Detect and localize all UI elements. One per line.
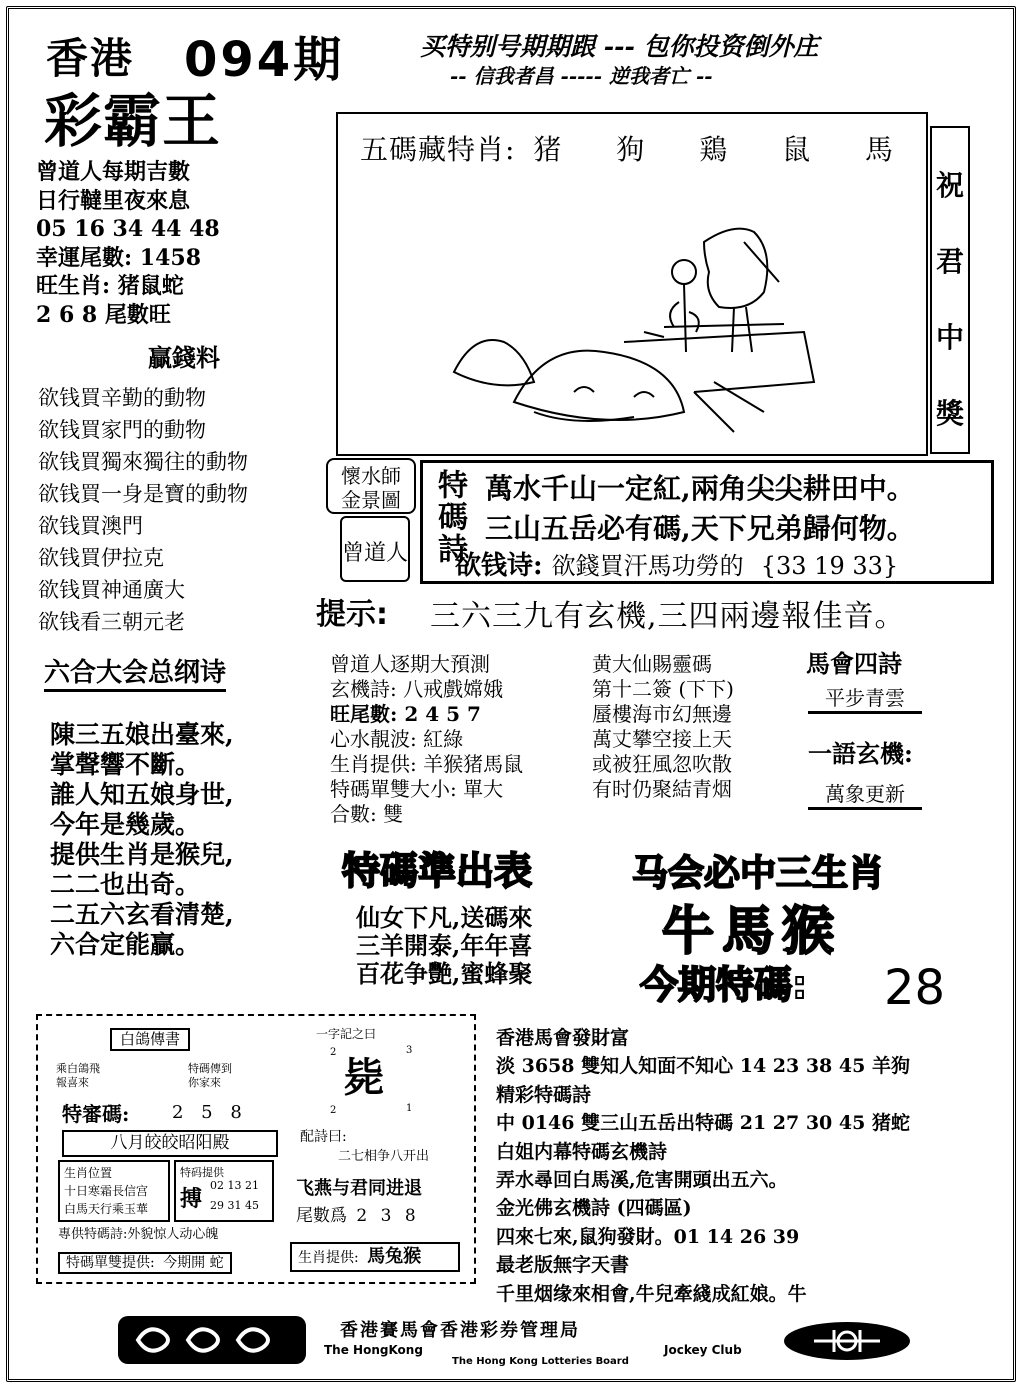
fortune-line: 弄水尋回白馬溪,危害開頭出五六。: [496, 1169, 788, 1192]
oracle-line: 蜃樓海市幻無邊: [592, 702, 732, 726]
match-label: 配詩曰:: [300, 1129, 347, 1145]
crane-illustration: [434, 202, 834, 442]
info-line: 旺生肖: 猪鼠蛇: [36, 273, 184, 300]
prediction-line: 心水靚波: 紅綠: [330, 727, 464, 751]
animal-label: 狗: [616, 133, 646, 166]
corner-number: 1: [406, 1103, 413, 1114]
illustration-box: [336, 112, 928, 456]
zodiac-pick-label: 生肖提供:: [298, 1250, 359, 1266]
five-code-label: 五碼藏特肖:: [360, 133, 516, 166]
list-item: [38, 542, 248, 574]
item-prefix: 欲钱: [38, 386, 80, 410]
table-line: 百花争艷,蜜蜂聚: [356, 959, 533, 988]
list-item: [38, 606, 248, 638]
poem-line: 提供生肖是猴兒,: [50, 840, 234, 869]
brand-label: 香港: [46, 34, 135, 83]
list-item: [38, 574, 248, 606]
special-pick-char: 搏: [180, 1186, 203, 1212]
tail-numbers: 2 3 8: [356, 1206, 420, 1226]
horse-poem-text: 平步青雲: [808, 688, 922, 714]
fortune-line: 香港馬會發財富: [496, 1027, 630, 1049]
list-item: [38, 510, 248, 542]
odd-even-text: 今期開 蛇: [163, 1255, 224, 1271]
palace-line: 八月皎皎昭阳殿: [62, 1130, 278, 1157]
sure-win-title: 马会必中三生肖: [632, 853, 885, 894]
prediction-line: 旺尾數: 2 4 5 7: [330, 702, 481, 726]
info-line: 曾道人每期吉數: [36, 159, 191, 185]
info-line: 05 16 34 44 48: [36, 216, 220, 243]
poem-label: 專供特碼詩:: [58, 1227, 128, 1242]
poem-line: 今年是幾歲。: [50, 810, 201, 839]
note-line: 乘白鴿飛: [56, 1062, 100, 1075]
item-text: 買辛勤的動物: [80, 386, 206, 410]
item-text: 買一身是寶的動物: [80, 482, 248, 506]
poem-line: 二五六玄看清楚,: [50, 900, 234, 929]
fortune-line: 淡 3658 雙知人知面不知心 14 23 38 45 羊狗: [496, 1055, 910, 1078]
current-special-number: 28: [884, 960, 946, 1016]
prediction-panel: [330, 652, 523, 827]
money-poem-label: 欲钱诗:: [455, 551, 543, 581]
zodiac-pick-row: [290, 1242, 460, 1272]
list-item: [38, 478, 248, 510]
animal-label: 鼠: [782, 133, 812, 166]
issue-number: 094期: [184, 32, 345, 88]
fortune-line: 白姐内幕特碼玄機詩: [496, 1140, 668, 1163]
money-poem-numbers: {33 19 33}: [760, 552, 899, 580]
poem-line: 陳三五娘出臺來,: [50, 720, 234, 749]
item-text: 買澳門: [80, 514, 143, 538]
fortune-line: 最老版無字天書: [496, 1254, 630, 1277]
page-title: 彩霸王: [44, 87, 222, 155]
oracle-line: 有时仍聚結青烟: [592, 777, 732, 801]
info-line: 日行韃里夜來息: [36, 187, 191, 214]
wish-char: 獎: [935, 397, 964, 430]
note-line: 特碼傳到: [188, 1062, 232, 1075]
money-poem-text: 欲錢買汗馬功勞的: [551, 552, 744, 580]
white-pigeon-box: [36, 1014, 476, 1284]
zodiac-line: 白馬天行乘玉華: [64, 1202, 149, 1216]
oracle-line: 萬丈攀空接上天: [592, 727, 732, 751]
money-section-title: 贏錢料: [148, 343, 220, 372]
special-pick-numbers: 02 13 21: [210, 1179, 259, 1192]
poem-line: 誰人知五娘身世,: [50, 780, 234, 809]
item-prefix: 欲钱: [38, 418, 80, 442]
special-code-value: 2 5 8: [172, 1102, 248, 1123]
item-text: 看三朝元老: [80, 610, 185, 634]
lottery-logo: [784, 1322, 910, 1360]
fortune-line: 千里烟缘來相會,牛兒牽綫成紅娘。牛: [496, 1282, 807, 1305]
swallow-line: 飞燕与君同进退: [296, 1178, 422, 1199]
current-special-label: 今期特碼:: [640, 963, 808, 1007]
poem-line: 二二也出奇。: [50, 870, 201, 899]
zodiac-line: 十日寒霜長信宫: [64, 1184, 149, 1198]
item-text: 買家門的動物: [80, 418, 206, 442]
special-poem-line: 萬水千山一定紅,兩角尖尖耕田中。: [485, 472, 915, 505]
item-text: 買神通廣大: [80, 578, 185, 602]
corner-number: 2: [330, 1105, 337, 1116]
odd-even-row: [58, 1252, 232, 1274]
prediction-line: 玄機詩: 八戒戲嫦娥: [330, 677, 504, 701]
animal-label: 猪: [533, 133, 563, 166]
liuhe-poem-title: 六合大会总纲诗: [44, 660, 226, 692]
item-prefix: 欲钱: [38, 514, 80, 538]
note-line: 報喜來: [56, 1076, 89, 1089]
special-table-lines: [356, 904, 532, 988]
prediction-line: 合數: 雙: [330, 802, 404, 826]
wish-char: 祝: [935, 169, 964, 202]
footer-title: 香港賽馬會香港彩券管理局: [340, 1320, 580, 1341]
info-line: 2 6 8 尾數旺: [36, 301, 171, 328]
tail-row: [296, 1208, 420, 1225]
item-text: 買伊拉克: [80, 546, 164, 570]
special-poem-side-label: 特碼詩: [432, 469, 467, 565]
table-line: 仙女下凡,送碼來: [356, 903, 533, 932]
oracle-line: 或被狂風忽吹散: [592, 752, 732, 776]
poem-row: [58, 1228, 218, 1241]
info-line: 幸運尾數: 1458: [36, 244, 202, 271]
fortune-line: 四來七來,鼠狗發財。01 14 26 39: [496, 1225, 800, 1248]
zodiac-title: 生肖位置: [64, 1166, 113, 1180]
left-note: [56, 1062, 100, 1090]
footer-en-right: Jockey Club: [664, 1343, 742, 1357]
wish-char: 中: [935, 321, 964, 354]
money-poem-row: [455, 553, 898, 579]
hint-label: 提示:: [316, 597, 388, 632]
fortune-line: 精彩特碼詩: [496, 1083, 592, 1106]
item-prefix: 欲钱: [38, 450, 80, 474]
white-pigeon-title: 白鴿傳書: [110, 1028, 190, 1051]
odd-even-label: 特碼單雙提供:: [66, 1255, 155, 1271]
animal-label: 馬: [865, 133, 895, 166]
five-code-row: [360, 133, 895, 166]
note-line: 你家來: [188, 1076, 221, 1089]
zodiac-pick-text: 馬兔猴: [367, 1246, 422, 1267]
word-title: 一字記之曰: [316, 1027, 377, 1041]
tail-label: 尾數爲: [296, 1206, 347, 1226]
word-character: 毙: [344, 1054, 384, 1101]
poem-line: 掌聲響不斷。: [50, 750, 201, 779]
item-prefix: 欲钱: [38, 482, 80, 506]
special-poem-line: 三山五岳必有碼,天下兄弟歸何物。: [485, 512, 915, 545]
hkjc-logo: [118, 1316, 306, 1364]
prediction-line: 特碼單雙大小: 單大: [330, 777, 504, 801]
special-pick-title: 特码提供: [180, 1166, 224, 1179]
money-list: [38, 382, 248, 638]
footer-en-left: The HongKong: [324, 1343, 423, 1357]
poem-text: 外貌惊人动心魄: [127, 1227, 219, 1242]
slogan: 买特别号期期跟 --- 包你投资倒外庄: [420, 32, 819, 61]
fortune-line: 金光佛玄機詩 (四碼區): [496, 1197, 692, 1220]
special-pick: [174, 1160, 274, 1222]
one-word-text: 萬象更新: [808, 784, 922, 810]
list-item: [38, 382, 248, 414]
wish-char: 君: [935, 245, 964, 278]
subslogan: -- 信我者昌 ----- 逆我者亡 --: [450, 64, 713, 88]
match-text: 二七相争八开出: [338, 1149, 430, 1164]
list-item: [38, 414, 248, 446]
table-line: 三羊開泰,年年喜: [356, 931, 533, 960]
horse-poem-title: 馬會四詩: [806, 649, 902, 678]
liuhe-poem: [50, 720, 234, 960]
stamp-label: 懷水師金景圖: [326, 458, 416, 514]
right-note: [188, 1062, 232, 1090]
special-pick-numbers: 29 31 45: [210, 1199, 259, 1212]
special-poem-box: [420, 460, 994, 584]
logo-pattern-icon: [118, 1316, 306, 1364]
special-code-label: 特審碼:: [62, 1102, 130, 1126]
zodiac-position: [58, 1160, 170, 1222]
prediction-line: 曾道人逐期大預測: [330, 652, 490, 676]
corner-number: 2: [330, 1047, 337, 1058]
footer-board: The Hong Kong Lotteries Board: [452, 1356, 629, 1367]
one-word-title: 一語玄機:: [808, 739, 913, 768]
poem-line: 六合定能贏。: [50, 930, 201, 959]
left-info-panel: [36, 158, 220, 330]
fortune-panel: [496, 1024, 910, 1308]
prediction-line: 生肖提供: 羊猴猪馬鼠: [330, 752, 524, 776]
animal-label: 鶏: [699, 133, 729, 166]
wish-column: [930, 126, 970, 454]
special-table-title: 特碼準出表: [342, 849, 533, 893]
huang-daxian-panel: [592, 652, 734, 802]
list-item: [38, 446, 248, 478]
fortune-line: 中 0146 雙三山五岳出特碼 21 27 30 45 猪蛇: [496, 1112, 910, 1135]
item-prefix: 欲钱: [38, 578, 80, 602]
hint-text: 三六三九有玄機,三四兩邊報佳音。: [430, 599, 906, 634]
seal-mark: 曾道人: [340, 516, 410, 582]
sure-win-animals: 牛馬猴: [662, 902, 843, 962]
corner-number: 3: [406, 1045, 413, 1056]
oracle-line: 黄大仙賜靈碼: [592, 652, 712, 676]
item-prefix: 欲钱: [38, 610, 80, 634]
lottery-mark-icon: [784, 1322, 910, 1360]
oracle-line: 第十二簽 (下下): [592, 677, 734, 701]
item-text: 買獨來獨往的動物: [80, 450, 248, 474]
item-prefix: 欲钱: [38, 546, 80, 570]
